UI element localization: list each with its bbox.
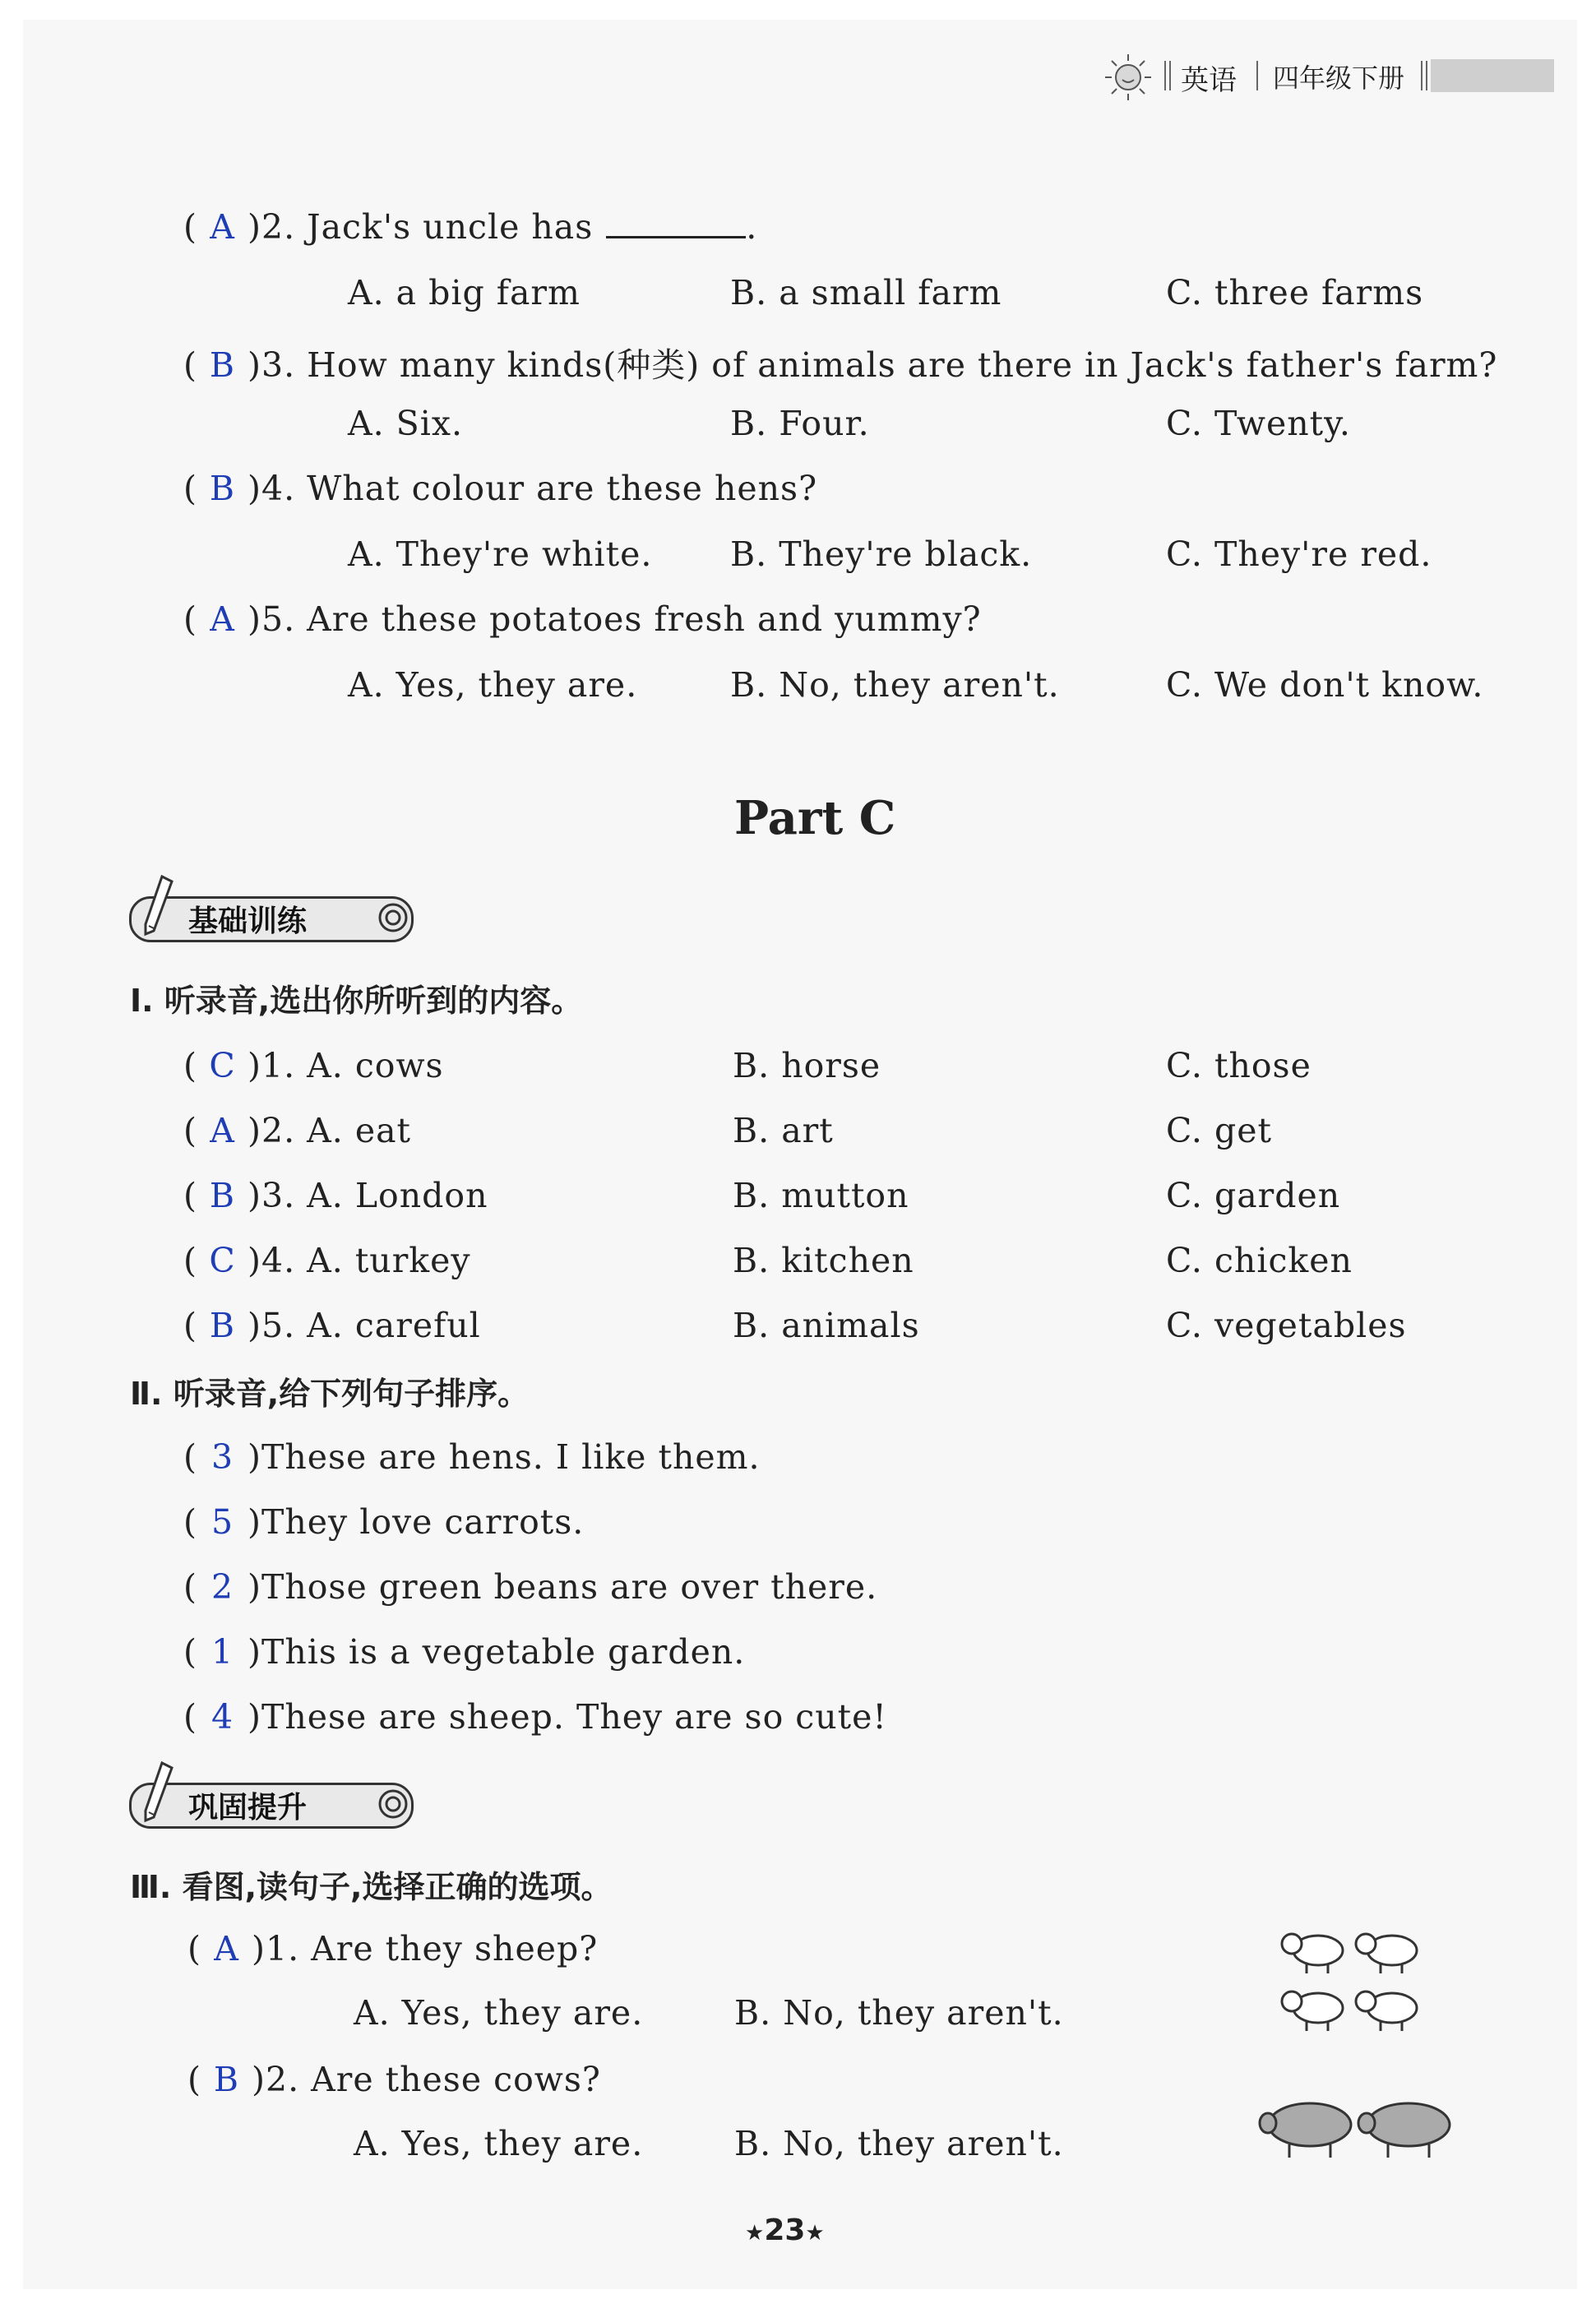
option-a: )4. A. turkey xyxy=(247,1241,471,1280)
option-a: )3. A. London xyxy=(247,1176,488,1215)
question-4: ( B )4. What colour are these hens? xyxy=(183,469,818,508)
answer: 1 xyxy=(210,1632,234,1672)
option-a: A. They're white. xyxy=(348,534,653,574)
answer: 5 xyxy=(210,1502,234,1542)
answer: B xyxy=(209,1176,235,1215)
picture-question-2: ( B )2. Are these cows? xyxy=(187,2060,601,2099)
option-a: A. Six. xyxy=(348,404,464,443)
question-5: ( A )5. Are these potatoes fresh and yummy? xyxy=(183,599,982,639)
answer: A xyxy=(210,1111,234,1150)
option-c: C. garden xyxy=(1166,1176,1341,1215)
worksheet-page xyxy=(23,20,1577,2289)
option-b: B. No, they aren't. xyxy=(730,665,1060,705)
option-b: B. No, they aren't. xyxy=(734,1993,1064,2033)
option-b: B. kitchen xyxy=(733,1241,914,1280)
answer: C xyxy=(209,1046,235,1085)
target-icon xyxy=(377,901,409,934)
listening-item-4: ( C )4. A. turkey xyxy=(183,1241,471,1280)
grade-label: 四年级下册 xyxy=(1273,62,1405,94)
option-b: B. mutton xyxy=(733,1176,909,1215)
listening-item-2: ( A )2. A. eat xyxy=(183,1111,412,1150)
sentence: )These are hens. I like them. xyxy=(247,1437,761,1477)
option-a: A. Yes, they are. xyxy=(354,1993,644,2033)
section-tag-label: 基础训练 xyxy=(188,904,308,938)
question-stem: )4. What colour are these hens? xyxy=(247,469,818,508)
answer: A xyxy=(214,1929,238,1968)
answer: 4 xyxy=(210,1697,234,1737)
answer: 2 xyxy=(210,1567,234,1607)
option-c: C. They're red. xyxy=(1166,534,1432,574)
question-3: ( B )3. How many kinds(种类) of animals are there in Jack's father's farm? xyxy=(183,345,1498,385)
pencil-icon xyxy=(134,873,183,939)
option-c: C. vegetables xyxy=(1166,1306,1407,1345)
section-heading: Ⅱ. 听录音,给下列句子排序。 xyxy=(130,1376,530,1412)
answer: C xyxy=(209,1241,235,1280)
answer: B xyxy=(213,2060,239,2099)
sheep-icon xyxy=(1277,1919,1433,2042)
option-c: C. those xyxy=(1166,1046,1311,1085)
question-stem: )2. Are these cows? xyxy=(252,2060,601,2099)
sentence: )Those green beans are over there. xyxy=(247,1567,878,1607)
section-tag-basic xyxy=(118,891,422,939)
ordering-item: ( 4 )These are sheep. They are so cute! xyxy=(183,1697,887,1737)
pencil-icon xyxy=(134,1760,183,1825)
option-b: B. art xyxy=(733,1111,834,1150)
option-a: )1. A. cows xyxy=(247,1046,444,1085)
section-heading: Ⅰ. 听录音,选出你所听到的内容。 xyxy=(130,983,583,1019)
listening-item-1: ( C )1. A. cows xyxy=(183,1046,444,1085)
option-b: B. animals xyxy=(733,1306,920,1345)
option-c: C. get xyxy=(1166,1111,1272,1150)
answer: A xyxy=(210,599,234,639)
sentence: )These are sheep. They are so cute! xyxy=(247,1697,887,1737)
listening-item-3: ( B )3. A. London xyxy=(183,1176,488,1215)
option-c: C. Twenty. xyxy=(1166,404,1351,443)
sentence: )This is a vegetable garden. xyxy=(247,1632,746,1672)
question-stem: )3. How many kinds(种类) of animals are there in Jack's father's farm? xyxy=(247,345,1498,385)
option-c: C. We don't know. xyxy=(1166,665,1484,705)
listening-item-5: ( B )5. A. careful xyxy=(183,1306,481,1345)
answer: B xyxy=(209,1306,235,1345)
option-b: B. horse xyxy=(733,1046,881,1085)
header-bar xyxy=(1431,59,1554,92)
option-b: B. They're black. xyxy=(730,534,1033,574)
question-2: ( A )2. Jack's uncle has . xyxy=(183,207,758,247)
question-stem: )1. Are they sheep? xyxy=(252,1929,599,1968)
ordering-item: ( 3 )These are hens. I like them. xyxy=(183,1437,761,1477)
option-b: B. No, they aren't. xyxy=(734,2124,1064,2163)
answer: B xyxy=(209,345,235,385)
page-header xyxy=(1092,49,1577,107)
option-c: C. three farms xyxy=(1166,273,1424,312)
ordering-item: ( 5 )They love carrots. xyxy=(183,1502,585,1542)
question-stem: )5. Are these potatoes fresh and yummy? xyxy=(247,599,982,639)
option-a: )2. A. eat xyxy=(247,1111,412,1150)
option-b: B. a small farm xyxy=(730,273,1002,312)
answer: 3 xyxy=(210,1437,234,1477)
section-heading: Ⅲ. 看图,读句子,选择正确的选项。 xyxy=(130,1869,613,1905)
option-c: C. chicken xyxy=(1166,1241,1353,1280)
section-tag-advanced xyxy=(118,1778,422,1825)
ordering-item: ( 1 )This is a vegetable garden. xyxy=(183,1632,746,1672)
ordering-item: ( 2 )Those green beans are over there. xyxy=(183,1567,878,1607)
pig-icon xyxy=(1256,2092,1462,2166)
option-b: B. Four. xyxy=(730,404,870,443)
subject-label: 英语 xyxy=(1181,64,1237,97)
answer: B xyxy=(209,469,235,508)
option-a: A. Yes, they are. xyxy=(354,2124,644,2163)
picture-question-1: ( A )1. Are they sheep? xyxy=(187,1929,599,1968)
target-icon xyxy=(377,1788,409,1820)
question-stem: )2. Jack's uncle has xyxy=(247,207,594,247)
option-a: A. a big farm xyxy=(348,273,581,312)
answer: A xyxy=(210,207,234,247)
option-a: )5. A. careful xyxy=(247,1306,481,1345)
fill-blank xyxy=(606,211,746,238)
page-number: ★23★ xyxy=(745,2214,825,2247)
sentence: )They love carrots. xyxy=(247,1502,585,1542)
sun-logo-icon xyxy=(1102,51,1154,104)
option-a: A. Yes, they are. xyxy=(348,665,638,705)
part-title: Part C xyxy=(734,791,896,845)
section-tag-label: 巩固提升 xyxy=(188,1791,308,1825)
